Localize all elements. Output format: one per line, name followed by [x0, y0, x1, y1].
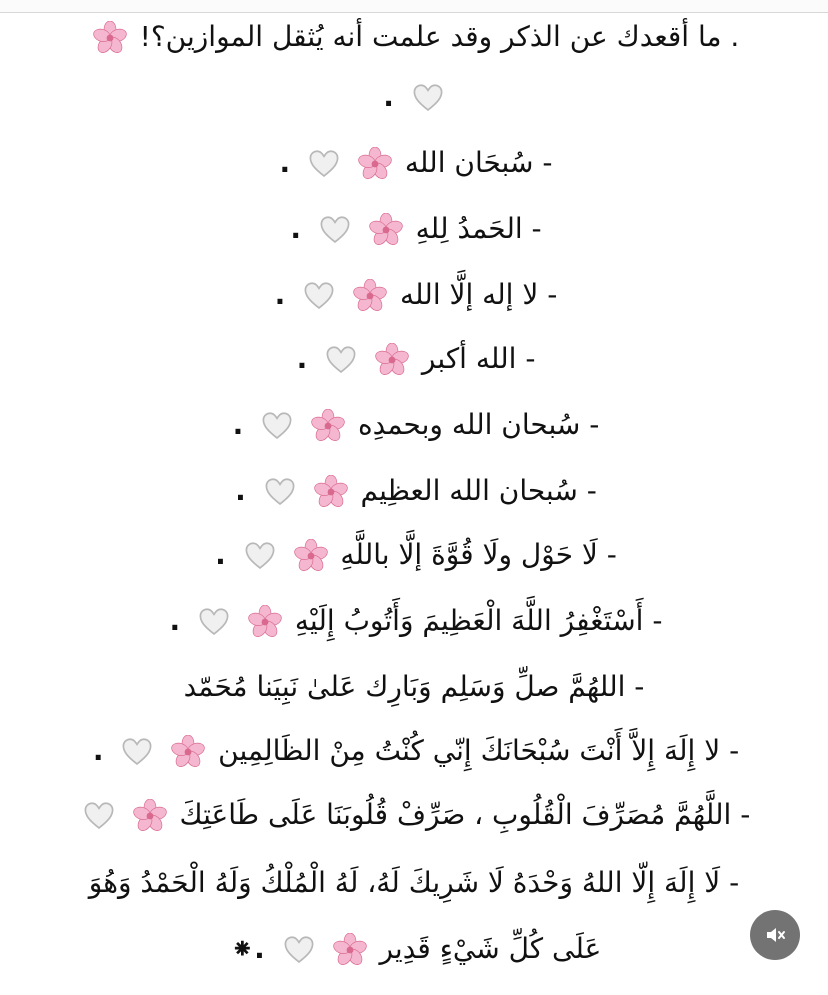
dhikr-text: - الحَمدُ لِلهِ: [415, 212, 542, 245]
dot-mark: .: [296, 342, 308, 375]
white-heart-icon: [302, 279, 336, 313]
dhikr-text: . ما أقعدك عن الذكر وقد علمت أنه يُثقل الموازين؟!: [139, 20, 740, 53]
dhikr-list: [0, 12, 828, 995]
dhikr-text: - لا إِلَهَ إِلاَّ أَنْتَ سُبْحَانَكَ إِنّي كُنْتُ مِنْ الظَالِمِين: [218, 734, 740, 767]
white-heart-icon: [82, 799, 116, 833]
dot-mark: .: [279, 146, 291, 179]
mute-button[interactable]: [750, 910, 800, 960]
dot-mark: .: [290, 212, 301, 245]
dhikr-text: - اللهُمَّ صلِّ وَسَلِم وَبَارِك عَلىٰ نَبِيَنا مُحَمّد: [183, 670, 645, 703]
dhikr-line: [0, 466, 828, 516]
dhikr-line: [0, 596, 828, 646]
dhikr-line: [0, 12, 828, 62]
mute-icon: [763, 923, 787, 947]
cherry-blossom-icon: [294, 539, 328, 573]
dhikr-line: [0, 138, 828, 188]
dot-mark: .: [235, 474, 246, 507]
dhikr-line: [0, 790, 828, 840]
white-heart-icon: [411, 81, 445, 115]
dhikr-line: [0, 726, 828, 776]
dhikr-text: - اللَّهُمَّ مُصَرِّفَ الْقُلُوبِ ، صَرِّفْ قُلُوبَنَا عَلَى طَاعَتِكَ: [179, 798, 751, 831]
cherry-blossom-icon: [93, 21, 127, 55]
dhikr-line: [0, 530, 828, 580]
dhikr-line: [0, 72, 828, 122]
dhikr-text: - أَسْتَغْفِرُ اللَّهَ الْعَظِيمَ وَأَتُوبُ إِلَيْهِ: [294, 604, 663, 637]
dhikr-text: - سُبحَان الله: [404, 146, 553, 179]
white-heart-icon: [197, 605, 231, 639]
dhikr-line: [0, 204, 828, 254]
dhikr-line: [0, 858, 828, 908]
dot-mark: .: [169, 604, 181, 637]
white-heart-icon: [307, 147, 341, 181]
dhikr-text: - سُبحان الله العظِيم: [360, 474, 597, 507]
dot-mark: .: [232, 408, 244, 441]
dhikr-line: [0, 924, 828, 974]
dhikr-text: - لَا حَوْل ولَا قُوَّةَ إلَّا باللَّهِ: [340, 538, 617, 571]
dhikr-text: - لا إله إلَّا الله: [400, 278, 558, 311]
cherry-blossom-icon: [353, 279, 387, 313]
dot-mark: .: [215, 538, 226, 571]
cherry-blossom-icon: [333, 933, 367, 967]
dot-mark: .⁕: [230, 932, 265, 965]
cherry-blossom-icon: [314, 475, 348, 509]
dot-mark: .: [92, 734, 104, 767]
white-heart-icon: [318, 213, 352, 247]
dot-mark: .: [274, 278, 286, 311]
dhikr-text: - سُبحان الله وبحمدِه: [357, 408, 600, 441]
white-heart-icon: [120, 735, 154, 769]
white-heart-icon: [260, 409, 294, 443]
dhikr-text: - الله أكبر: [421, 342, 536, 375]
dhikr-line: [0, 662, 828, 712]
cherry-blossom-icon: [358, 147, 392, 181]
cherry-blossom-icon: [171, 735, 205, 769]
cherry-blossom-icon: [248, 605, 282, 639]
dhikr-line: [0, 270, 828, 320]
cherry-blossom-icon: [311, 409, 345, 443]
cherry-blossom-icon: [369, 213, 403, 247]
cherry-blossom-icon: [375, 343, 409, 377]
dhikr-line: [0, 400, 828, 450]
dhikr-text: عَلَى كُلِّ شَيْءٍ قَدِير: [379, 932, 602, 965]
dhikr-line: [0, 334, 828, 384]
dhikr-text: - لَا إِلَهَ إِلّا اللهُ وَحْدَهُ لَا شَرِيكَ لَهُ، لَهُ الْمُلْكُ وَلَهُ الْحَمْدُ وَهُوَ: [88, 866, 740, 899]
white-heart-icon: [243, 539, 277, 573]
dot-mark: .: [383, 80, 394, 113]
white-heart-icon: [263, 475, 297, 509]
white-heart-icon: [324, 343, 358, 377]
cherry-blossom-icon: [133, 799, 167, 833]
white-heart-icon: [282, 933, 316, 967]
